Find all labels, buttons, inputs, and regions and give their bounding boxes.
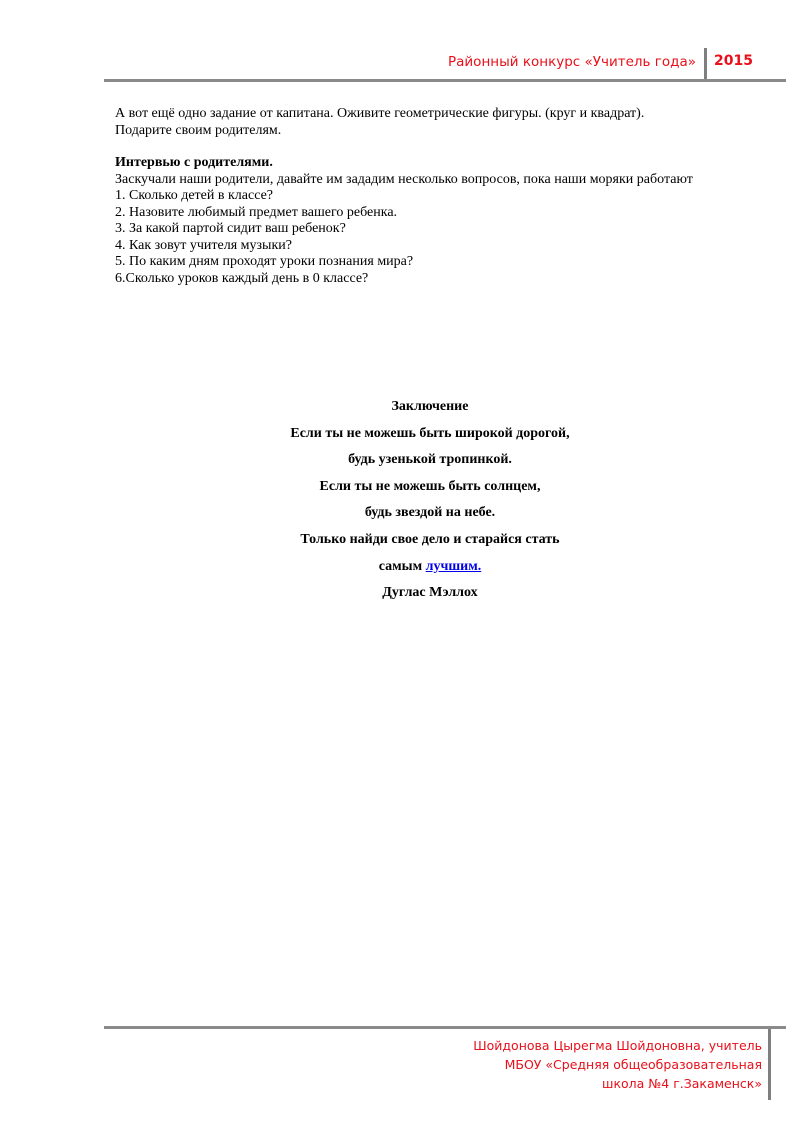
question-item: 3. За какой партой сидит ваш ребенок? xyxy=(115,221,346,236)
quote-last-line xyxy=(115,559,745,586)
footer-rule xyxy=(104,1026,786,1029)
task-paragraph: А вот ещё одно задание от капитана. Оживите геометрические фигуры. (круг и квадрат). xyxy=(115,106,645,121)
interview-heading: Интервью с родителями. xyxy=(115,155,273,170)
footer-author xyxy=(473,1036,762,1093)
quote-line: Если ты не можешь быть солнцем, xyxy=(319,478,541,494)
question-item: 5. По каким дням проходят уроки познания мира? xyxy=(115,254,414,269)
question-item: 4. Как зовут учителя музыки? xyxy=(115,237,292,253)
header-title: Районный конкурс «Учитель года» xyxy=(448,54,696,70)
header-year: 2015 xyxy=(714,53,753,69)
question-item: 1. Сколько детей в классе? xyxy=(115,188,274,203)
quote-line: будь звездой на небе. xyxy=(364,505,496,521)
quote-line: Только найди свое дело и старайся стать xyxy=(300,531,560,547)
quote-author: Дуглас Мэллох xyxy=(382,585,478,601)
quote-line: Если ты не можешь быть широкой дорогой, xyxy=(290,425,570,441)
header-rule xyxy=(104,79,786,82)
header-separator xyxy=(704,48,707,81)
question-item: 2. Назовите любимый предмет вашего ребенка. xyxy=(115,204,398,220)
footer-line: школа №4 г.Закаменск» xyxy=(602,1076,762,1091)
paragraph-gap xyxy=(115,139,755,155)
best-link[interactable]: лучшим. xyxy=(425,558,482,574)
footer-line: Шойдонова Цырегма Шойдоновна, учитель xyxy=(473,1038,762,1053)
conclusion-block xyxy=(115,399,745,612)
quote-last-prefix: самым xyxy=(378,558,426,574)
document-body xyxy=(115,106,755,287)
interview-intro: Заскучали наши родители, давайте им зададим несколько вопросов, пока наши моряки работают xyxy=(115,171,693,187)
footer-line: МБОУ «Средняя общеобразовательная xyxy=(504,1057,762,1072)
quote-line: будь узенькой тропинкой. xyxy=(348,452,512,468)
question-item: 6.Сколько уроков каждый день в 0 классе? xyxy=(115,270,369,286)
footer-separator xyxy=(768,1029,771,1100)
conclusion-heading: Заключение xyxy=(391,399,469,414)
task-paragraph-2: Подарите своим родителям. xyxy=(115,122,282,138)
